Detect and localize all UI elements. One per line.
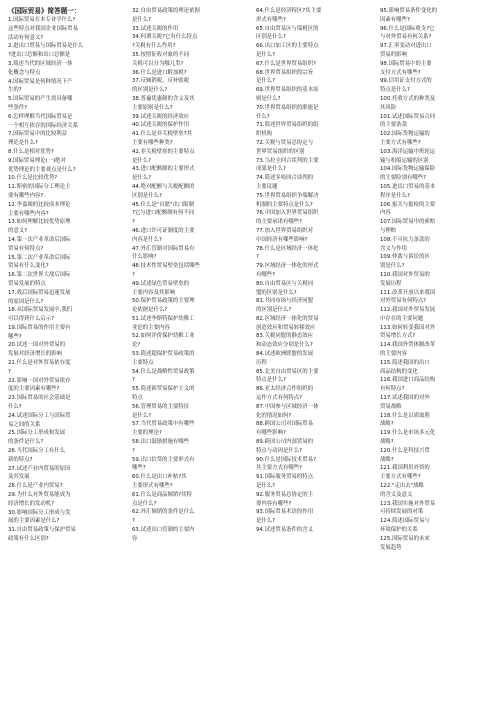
- question-line: 65.自由贸易区与保税区的: [256, 25, 319, 32]
- question-line: 特点与动因是什么?: [256, 447, 302, 454]
- question-line: 这些特点对我国企业国际贸易: [8, 25, 79, 32]
- question-line: 的含义及意义: [380, 491, 413, 498]
- question-line: 13.如何理解比较优势原理: [8, 219, 71, 226]
- question-line: 67.什么是世界贸易组织?: [256, 60, 316, 67]
- question-line: 点是什么?: [132, 500, 157, 507]
- question-line: 关税可以分为哪几类?: [132, 60, 184, 67]
- question-line: 74.简述多哈回合谈判的: [256, 175, 314, 182]
- question-line: 117.试述我国的对外: [380, 395, 430, 402]
- question-line: 56.管理贸易的主要特征: [132, 403, 190, 410]
- question-line: 111.改革开放以来我国: [380, 289, 436, 296]
- question-line: 的主要险别有哪些?: [380, 175, 426, 182]
- question-line: 主要原则是什么?: [132, 104, 173, 111]
- question-line: 114.我国外贸体制改革: [380, 342, 436, 349]
- question-line: 些条件?: [8, 104, 28, 111]
- question-line: 主要有哪些种类?: [132, 139, 173, 146]
- question-line: 6.怎样理解当代国际贸易是: [8, 113, 73, 120]
- question-line: 战略?: [380, 456, 394, 463]
- question-line: 40.试述关税的保护作用: [132, 122, 190, 129]
- question-line: 哪些?: [8, 333, 22, 340]
- question-line: ?: [132, 518, 135, 525]
- question-line: 输与租船运输的区别: [380, 157, 429, 164]
- question-line: 是什么?: [132, 175, 152, 182]
- question-line: 因素有哪些?: [380, 16, 410, 23]
- question-line: 27.试述产业内贸易的原因: [8, 465, 71, 472]
- question-line: 主要议题: [256, 183, 278, 190]
- question-line: 72.关税与贸易总协定与: [256, 139, 314, 146]
- question-line: 4.国际贸易是何种情况下产: [8, 78, 73, 85]
- question-line: 发展历程: [380, 280, 402, 287]
- question-line: 38.普遍优惠制的含义及其: [132, 95, 195, 102]
- question-line: 盟的区别是什么?: [256, 289, 297, 296]
- question-columns: [0, 7, 500, 707]
- question-line: 25.国际分工形成和发展: [8, 430, 66, 437]
- document-title: 《国际贸易》简答题一：: [8, 7, 81, 15]
- question-line: 有何特点?: [380, 386, 405, 393]
- question-line: 的原因是什么?: [8, 298, 44, 305]
- question-line: 什么?: [256, 113, 270, 120]
- question-line: 50.保护贸易政策的主要理: [132, 298, 195, 305]
- question-line: 有哪些?: [256, 271, 276, 278]
- question-line: 贸易有什么变化?: [8, 263, 49, 270]
- question-line: 程序是什么?: [380, 192, 410, 199]
- question-line: 的主要条款: [380, 122, 407, 129]
- question-line: 机制的主要特点是什么?: [256, 201, 313, 208]
- question-line: 中国经济有哪些影响?: [256, 236, 308, 243]
- question-line: 可持续发展的对策: [380, 509, 424, 516]
- question-line: 要有哪些内容?: [8, 192, 44, 199]
- question-line: 98.国际贸易中的主要: [380, 60, 432, 67]
- question-line: 12.李嘉图的比较成本理论: [8, 201, 71, 208]
- question-line: 运作方式有何特点?: [256, 395, 302, 402]
- question-line: 55.简述新贸易保护主义的: [132, 386, 195, 393]
- question-line: 61.什么是商品倾销?其特: [132, 491, 192, 498]
- question-line: 105.进出口贸易的基本: [380, 183, 436, 190]
- question-line: 是什么?: [132, 157, 152, 164]
- question-line: 贸易有何特点?: [8, 245, 44, 252]
- question-line: 104.国际货物运输保险: [380, 166, 436, 173]
- question-line: 59.出口信贷的主要形式有: [132, 456, 195, 463]
- question-line: 及其发展: [8, 474, 30, 481]
- question-line: 2.进出口贸易与国际贸易是什么: [8, 43, 84, 50]
- question-line: 理论是什么?: [8, 140, 38, 147]
- question-line: 112.我国对外贸易发展: [380, 307, 436, 314]
- question-line: 34.何谓关税?它有什么特点: [132, 34, 198, 41]
- question-line: 115.简述我国的出口: [380, 359, 430, 366]
- question-line: 16.第二次世界大战后国际: [8, 272, 71, 279]
- question-line: 10.什么是比较优势?: [8, 175, 58, 182]
- question-line: 48.技术性贸易壁垒包括哪些: [132, 263, 200, 270]
- question-line: 86.亚太经济合作组织的: [256, 386, 314, 393]
- question-line: ?关税有什么作用?: [132, 43, 176, 50]
- question-line: 63.试述出口管制的主要内: [132, 527, 195, 534]
- question-line: 内容是什么?: [132, 236, 162, 243]
- question-line: 52.如何评价保护幼稚工业: [132, 333, 195, 340]
- question-line: 是什么?: [132, 16, 152, 23]
- question-line: 15.第二次产业革命后国际: [8, 254, 71, 261]
- question-line: 区别是什么?: [132, 192, 162, 199]
- question-line: 1.国际贸易在本专业学什么?: [8, 17, 76, 23]
- question-line: 的条件是什么?: [8, 439, 44, 446]
- question-line: 特点: [132, 395, 143, 402]
- question-line: 贸易增长方式?: [380, 333, 416, 340]
- question-line: 57.当代贸易政策中有哪些: [132, 421, 195, 428]
- question-line: 85.北美自由贸易区的主要: [256, 368, 319, 375]
- question-line: 支付方式有哪些?: [380, 69, 421, 76]
- question-line: 其主要方式有哪些?: [256, 465, 302, 472]
- question-line: 哪些?: [132, 465, 146, 472]
- question-line: 33.试述关税的作用: [132, 25, 179, 32]
- question-line: 商品结构的变化: [380, 368, 418, 375]
- question-line: ?: [132, 219, 135, 226]
- question-line: 66.出口加工区的主要特点: [256, 43, 319, 50]
- question-line: 是什么?: [256, 51, 276, 58]
- question-line: 是什么?: [132, 412, 152, 419]
- question-line: 主要有哪些内容?: [8, 210, 49, 217]
- question-line: 业论的主要内容: [132, 324, 170, 331]
- question-line: 形式有哪些?: [256, 16, 286, 23]
- question-line: 世界贸易组织的区别: [256, 148, 305, 155]
- question-line: 经济增长的发动机?: [8, 500, 54, 507]
- question-line: 贸易战略: [380, 403, 402, 410]
- question-line: 75.世界贸易组织争端解决: [256, 192, 319, 199]
- question-line: 度的主要因素有哪些?: [8, 386, 60, 393]
- question-line: 22.影响一国对外贸易依存: [8, 377, 71, 384]
- question-line: 9.国际贸易理论(一)绝对: [8, 157, 66, 164]
- question-line: 20.试述一国对外贸易的: [8, 342, 66, 349]
- question-line: 32.自由贸易政策的理论依据: [132, 8, 200, 14]
- question-line: 什么?: [8, 404, 22, 411]
- question-line: 87.中国参与区域经济一体: [256, 403, 319, 410]
- question-line: 内容: [380, 210, 391, 217]
- question-line: 82.区域经济一体化的贸易: [256, 315, 319, 322]
- question-line: 发展趋势: [380, 544, 402, 551]
- question-line: 47.外汇管制对国际贸易有: [132, 245, 195, 252]
- question-line: 对外贸易有何特点?: [380, 298, 426, 305]
- question-line: 41.什么是非关税壁垒?其: [132, 131, 192, 138]
- question-line: 97.汇率变动对进出口: [380, 43, 432, 50]
- question-line: 论依据是什么?: [132, 307, 168, 314]
- question-line: 其风险: [380, 104, 397, 111]
- question-line: 是什么?: [256, 483, 276, 490]
- question-line: 政策有什么区别?: [8, 536, 49, 543]
- question-line: 展的主要因素是什么?: [8, 518, 60, 525]
- question-line: 容: [132, 535, 138, 542]
- question-line: 45.什么是"自愿"出口限制: [132, 201, 195, 208]
- question-line: 特点是什么?: [380, 87, 410, 94]
- question-line: 和动态效应分别是什么?: [256, 342, 313, 349]
- question-line: 73.乌拉圭回合谈判的主要: [256, 157, 319, 164]
- question-line: 的区别是什么?: [256, 307, 292, 314]
- question-line: 60.什么是出口补贴?其: [132, 474, 187, 481]
- question-line: 与理赔: [380, 227, 397, 234]
- question-line: 90.什么是国际技术贸易?: [256, 456, 316, 463]
- question-line: 历程: [256, 359, 267, 366]
- question-line: 43.进口配额制的主要形式: [132, 166, 195, 173]
- question-line: 的主要内容: [380, 351, 407, 358]
- question-line: 发展对经济增长的影响: [8, 351, 62, 358]
- question-line: 可以得到什么启示?: [8, 316, 54, 323]
- question-line: 77.加入世界贸易组织对: [256, 227, 314, 234]
- question-line: 17.战后国际贸易迅速发展: [8, 289, 71, 296]
- question-line: 94.试述贸易条件的含义: [256, 527, 314, 534]
- question-line: 119.什么是市场多元化: [380, 430, 436, 437]
- question-line: 24.试述国际分工与国际贸: [8, 412, 71, 419]
- question-line: 110.我国对外贸易的: [380, 271, 430, 278]
- question-line: 织机构: [256, 131, 273, 138]
- question-line: 113.如何转变我国对外: [380, 324, 436, 331]
- question-line: 成果是什么?: [256, 166, 286, 173]
- question-line: 124.简述国际贸易与: [380, 518, 430, 525]
- question-line: 28.什么是产业内贸易?: [8, 483, 63, 490]
- question-line: 122."走出去"战略: [380, 483, 424, 490]
- question-line: 62.外汇倾销的条件是什么: [132, 509, 195, 516]
- question-line: 106.报关与报检的主要: [380, 201, 436, 208]
- question-line: 的区别是什么?: [132, 87, 168, 94]
- question-line: 战略?: [380, 439, 394, 446]
- question-line: 35.按照征收对象的不同: [132, 51, 190, 58]
- question-line: 的主要承诺有哪些?: [256, 219, 302, 226]
- question-line: 新的特点?: [8, 456, 33, 463]
- question-line: 8.什么是相对优势?: [8, 148, 54, 155]
- column-4: [380, 7, 494, 552]
- question-line: 论?: [132, 342, 141, 349]
- question-line: 主要形式有哪些?: [132, 483, 173, 490]
- question-line: 91.国际服务贸易的特点: [256, 474, 314, 481]
- question-line: ?: [132, 271, 135, 278]
- question-line: 102.国际货物运输的: [380, 131, 430, 138]
- question-line: 69.世界贸易组织的基本原: [256, 87, 319, 94]
- question-line: 生的?: [8, 87, 22, 94]
- column-1: [8, 16, 124, 544]
- question-line: 是什么?: [256, 78, 276, 85]
- question-line: 46.进口许可证制度的主要: [132, 227, 195, 234]
- question-line: 主要内容及其影响: [132, 289, 176, 296]
- question-line: 26.当代国际分工有什么: [8, 448, 66, 455]
- question-line: 化的情况如何?: [256, 412, 292, 419]
- question-line: 30.影响国际分工形成与发: [8, 509, 71, 516]
- question-line: 100.托收方式的种类及: [380, 95, 436, 102]
- column-3: [256, 7, 372, 535]
- question-line: 76.中国加入世界贸易组织: [256, 210, 319, 217]
- question-line: 的意义?: [8, 228, 28, 235]
- question-line: 78.什么是区域经济一体化: [256, 245, 319, 252]
- question-line: 88.跨国公司对国际贸易: [256, 421, 314, 428]
- question-line: 81.共同市场与经济同盟: [256, 298, 314, 305]
- question-line: 79.区域经济一体化的形式: [256, 263, 319, 270]
- question-line: 有哪些影响?: [256, 430, 286, 437]
- question-line: 93.国际贸易术语的作用: [256, 509, 314, 516]
- question-line: 68.世界贸易组织的宗旨: [256, 69, 314, 76]
- question-line: 31.自由贸易政策与保护贸易: [8, 527, 76, 534]
- question-line: 区别是什么?: [256, 34, 286, 41]
- question-line: 一个相互依存的国际经济关系: [8, 122, 79, 129]
- question-line: 109.仲裁与诉讼的区: [380, 254, 430, 261]
- question-line: 37.反倾销税、反补贴税: [132, 78, 190, 85]
- question-line: 116.我国进口商品结构: [380, 377, 436, 384]
- question-line: 要内容有哪些?: [256, 500, 292, 507]
- question-line: 53.简述超保护贸易政策的: [132, 351, 195, 358]
- question-line: 与对外贸易有何关系?: [380, 34, 432, 41]
- question-line: 别是什么?: [380, 263, 405, 270]
- question-line: 120.什么是科技兴贸: [380, 447, 430, 454]
- question-line: ?: [256, 254, 259, 261]
- question-line: 118.什么是以质取胜: [380, 412, 430, 419]
- question-line: 42.非关税壁垒的主要特点: [132, 148, 195, 155]
- question-line: 89.跨国公司内部贸易的: [256, 439, 314, 446]
- question-line: 71.简述世界贸易组织的组: [256, 122, 319, 129]
- question-line: 39.试述关税的经济效应: [132, 113, 190, 120]
- question-line: 107.国际贸易中的索赔: [380, 219, 436, 226]
- question-line: 80.自由贸易区与关税同: [256, 280, 314, 287]
- question-line: 主要特点: [132, 359, 154, 366]
- question-line: 51.试述李斯特保护幼稚工: [132, 315, 195, 322]
- question-line: 含义与作用: [380, 245, 407, 252]
- question-line: 活动有何意义?: [8, 34, 44, 41]
- question-line: 101.试述国际贸易合同: [380, 113, 436, 120]
- question-line: 95.影响贸易条件变化的: [380, 8, 438, 14]
- question-line: 54.什么是战略性贸易政策: [132, 368, 195, 375]
- question-line: 创造效应和贸易转移效应: [256, 324, 316, 331]
- question-line: 103.海洋运输中班轮运: [380, 148, 436, 155]
- question-line: ?它与进口配额制有何不同: [132, 210, 195, 217]
- question-line: 23.国际贸易的社会基础是: [8, 395, 71, 402]
- question-line: 92.服务贸易总协定的主: [256, 491, 314, 498]
- question-line: 36.什么是进口附加税?: [132, 69, 187, 76]
- question-line: ?: [132, 377, 135, 384]
- question-line: 96.什么是国际收支?它: [380, 25, 435, 32]
- question-line: 5.国际贸易的产生需具备哪: [8, 96, 73, 103]
- question-line: 易之间的关系: [8, 421, 41, 428]
- question-line: 123.我国实施对外贸易: [380, 500, 436, 507]
- question-line: 84.试述欧洲联盟的发展: [256, 351, 314, 358]
- question-line: 主要方式有哪些?: [380, 139, 421, 146]
- question-line: 70.世界贸易组织的职能是: [256, 104, 319, 111]
- question-line: 44.绝对配额与关税配额的: [132, 183, 195, 190]
- question-line: 19.国际贸易的作用主要有: [8, 324, 71, 331]
- question-line: 什么影响?: [132, 254, 157, 261]
- question-line: 特点是什么?: [256, 377, 286, 384]
- question-line: 29.为什么对外贸易能成为: [8, 492, 71, 499]
- question-line: 主要的理论?: [132, 430, 162, 437]
- question-line: 121.我国利用外资的: [380, 465, 430, 472]
- question-line: 21.什么是对外贸易依存度: [8, 360, 71, 367]
- question-line: 18.从国际贸易发展中,我们: [8, 307, 73, 314]
- question-line: 贸易的影响: [380, 51, 407, 58]
- question-line: 58.出口鼓励措施有哪些: [132, 439, 190, 446]
- column-2: [132, 7, 248, 544]
- question-line: 125.国际贸易的未来: [380, 535, 430, 542]
- question-line: 是什么?: [256, 518, 276, 525]
- question-line: ?: [132, 447, 135, 454]
- question-line: 49.试述绿色贸易壁垒的: [132, 280, 190, 287]
- question-line: 3.简述当代的区域经济一体: [8, 60, 73, 67]
- question-line: 64.什么是经济特区?其主要: [256, 8, 322, 14]
- question-line: 中存在的主要问题: [380, 315, 424, 322]
- question-line: 贸易发展的特点: [8, 280, 46, 287]
- question-line: 化概念与特点: [8, 69, 41, 76]
- question-line: 83.关税同盟的静态效应: [256, 333, 314, 340]
- question-line: 战略?: [380, 421, 394, 428]
- question-line: 主要方式有哪些?: [380, 474, 421, 481]
- question-line: 环境保护的关系: [380, 527, 418, 534]
- question-line: 11.斯密的国际分工理论主: [8, 184, 71, 191]
- question-line: 14.第一次产业革命后国际: [8, 236, 71, 243]
- question-line: ?进出口总额和出口总额是: [8, 52, 71, 59]
- question-line: 则是什么?: [256, 95, 281, 102]
- question-line: ?: [8, 368, 11, 375]
- question-line: 99.信用证支付方式的: [380, 78, 432, 85]
- question-line: 优势理论的主要观点是什么?: [8, 166, 76, 173]
- question-line: 108.不可抗力条款的: [380, 236, 430, 243]
- question-line: 7.国际贸易中的比较利益: [8, 131, 68, 138]
